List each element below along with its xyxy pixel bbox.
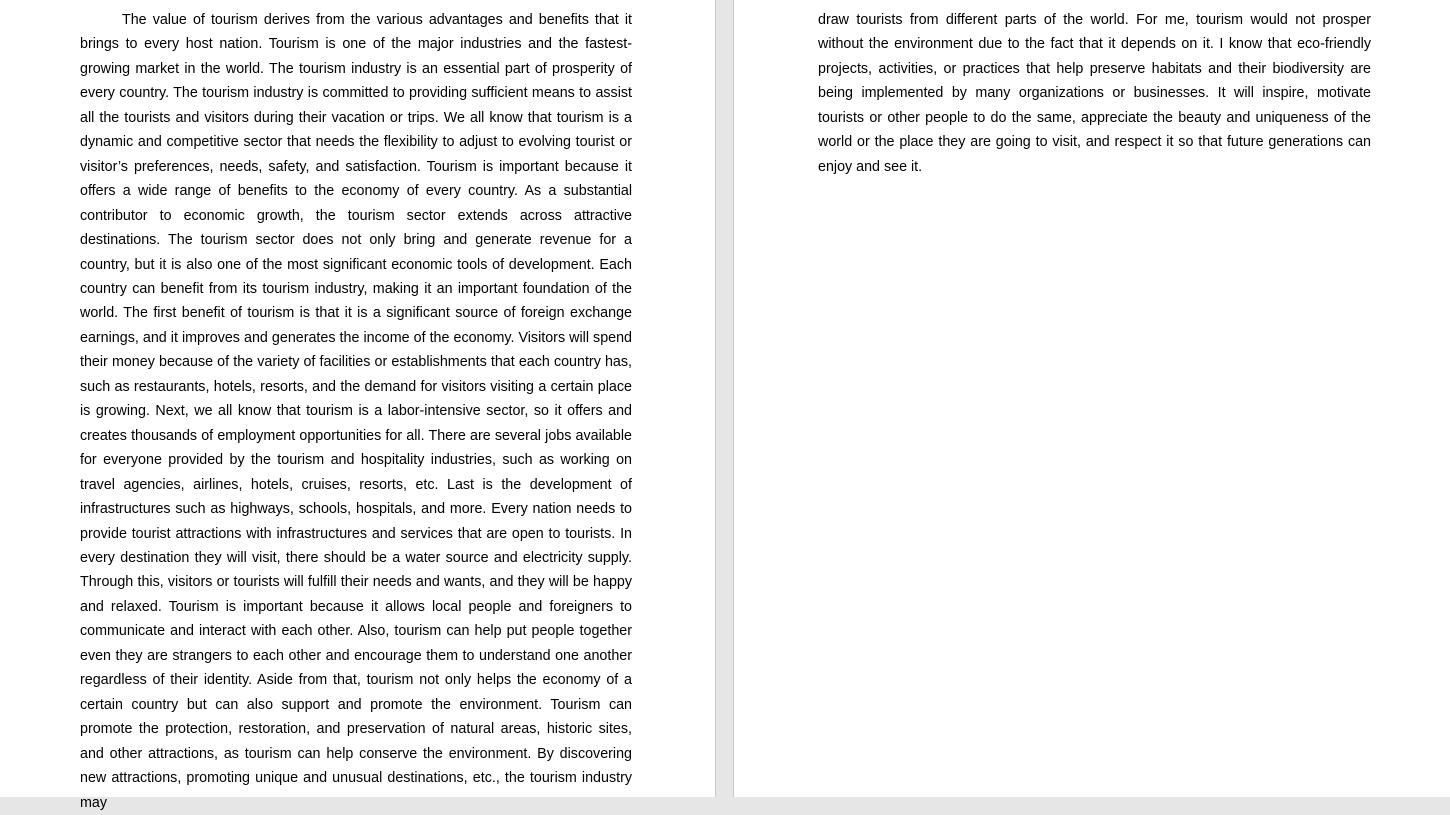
page-paragraph: The value of tourism derives from the various advantages and benefits that it brings to every host nation. Tourism is one of the major industries and the fastest-growing market in the world. The tourism industry is an essential part of prosperity of every country. The tourism industry is committed to providing sufficient means to assist all the tourists and visitors during their vacation or trips. We all know that tourism is a dynamic and competitive sector that needs the flexibility to adjust to evolving tourist or visitor’s preferences, needs, safety, and satisfaction. Tourism is important because it offers a wide range of benefits to the economy of every country. As a substantial contributor to economic growth, the tourism sector extends across attractive destinations. The tourism sector does not only bring and generate revenue for a country, but it is also one of the most significant economic tools of development. Each country can benefit from its tourism industry, making it an important foundation of the world. The first benefit of tourism is that it is a significant source of foreign exchange earnings, and it improves and generates the income of the economy. Visitors will spend their money because of the variety of facilities or establishments that each country has, such as restaurants, hotels, resorts, and the demand for visitors visiting a certain place is growing. Next, we all know that tourism is a labor-intensive sector, so it offers and creates thousands of employment opportunities for all. There are several jobs available for everyone provided by the tourism and hospitality industries, such as working on travel agencies, airlines, hotels, cruises, resorts, etc. Last is the development of infrastructures such as highways, schools, hospitals, and more. Every nation needs to provide tourist attractions with infrastructures and services that are open to tourists. In every destination they will visit, there should be a water source and electricity supply. Through this, visitors or tourists will fulfill their needs and wants, and they will be happy and relaxed. Tourism is important because it allows local people and foreigners to communicate and interact with each other. Also, tourism can help put people together even they are strangers to each other and encourage them to understand one another regardless of their identity. Aside from that, tourism not only helps the economy of a certain country but can also support and promote the environment. Tourism can promote the protection, restoration, and preservation of natural areas, historic sites, and other attractions, as tourism can help conserve the environment. By discovering new attractions, promoting unique and unusual destinations, etc., the tourism industry may bbox=[80, 12, 632, 811]
page-paragraph: draw tourists from different parts of the world. For me, tourism would not prosper without the environment due to the fact that it depends on it. I know that eco-friendly projects, activities, or practices that help preserve habitats and their biodiversity are being implemented by many organizations or businesses. It will inspire, motivate tourists or other people to do the same, appreciate the beauty and uniqueness of the world or the place they are going to visit, and respect it so that future generations can enjoy and see it. bbox=[818, 12, 1371, 175]
document-page-right[interactable] bbox=[733, 0, 1450, 797]
document-page-left[interactable] bbox=[0, 0, 716, 811]
